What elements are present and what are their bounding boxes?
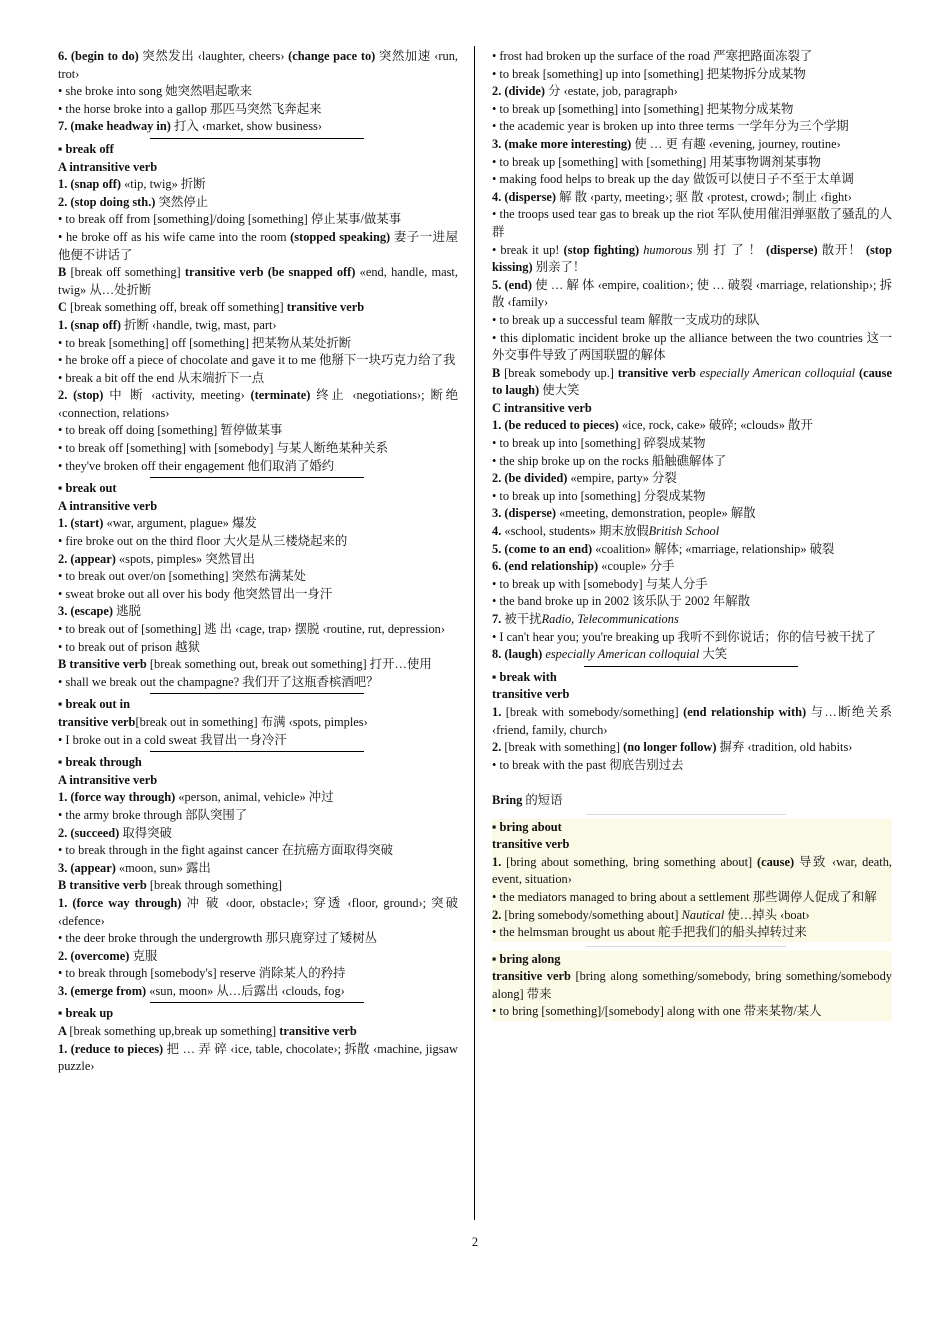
entry-line	[492, 206, 892, 241]
text: • I can't hear you; you're breaking up 我听不到你说话；你的信号被干扰了	[492, 629, 876, 644]
bold-text: (laugh)	[504, 647, 546, 662]
bold-text: Bring	[492, 792, 526, 807]
italic-label: especially American colloquial	[545, 647, 703, 662]
bold-text: B	[58, 265, 71, 280]
bold-text: transitive verb	[279, 1024, 357, 1039]
entry-line	[58, 948, 458, 966]
bold-text: B transitive verb	[58, 878, 150, 893]
text: • to break through [somebody's] reserve 消除某人的矜持	[58, 966, 346, 981]
entry-line	[492, 924, 892, 942]
text: • to break out of prison 越狱	[58, 639, 200, 654]
text: • to break out of [something] 逃 出 ‹cage, trap› 摆脱 ‹routine, rut, depression›	[58, 622, 445, 636]
section-divider	[584, 666, 798, 667]
bold-text: transitive verb	[492, 969, 576, 984]
text: • frost had broken up the surface of the road 严寒把路面冻裂了	[492, 49, 813, 63]
entry-line	[58, 264, 458, 299]
text: [break something up,break up something]	[69, 1024, 280, 1039]
bold-text: transitive verb	[58, 714, 136, 729]
entry-line	[492, 629, 892, 647]
entry-line	[492, 154, 892, 172]
entry-line	[492, 330, 892, 365]
section-divider	[150, 751, 364, 752]
text: «spots, pimples» 突然冒出	[118, 551, 255, 566]
entry-line	[492, 646, 892, 664]
bold-text: (stop kissing)	[492, 242, 893, 275]
bold-text: A intransitive verb	[58, 159, 158, 174]
section-divider	[586, 946, 786, 947]
entry-line	[58, 194, 458, 212]
text: • to break off doing [something] 暂停做某事	[58, 423, 283, 438]
entry-line	[58, 807, 458, 825]
text: • the army broke through 部队突围了	[58, 807, 248, 822]
entry-line	[58, 1023, 458, 1041]
bold-text: 4.	[492, 524, 505, 539]
entry-line	[58, 732, 458, 750]
bold-text: (cause)	[756, 854, 799, 869]
section-divider	[150, 1002, 364, 1003]
entry-line	[58, 586, 458, 604]
entry-line	[492, 558, 892, 576]
bold-text: 2. (succeed)	[58, 825, 123, 840]
bold-text: 2. (appear)	[58, 551, 119, 566]
entry-line	[492, 523, 892, 541]
entry-line	[492, 277, 892, 312]
entry-line	[492, 907, 892, 925]
headword: ▪ bring along	[492, 951, 561, 966]
bold-text: 1. (force way through)	[58, 895, 187, 910]
text: 使 … 更 有趣 ‹evening, journey, routine›	[634, 136, 841, 151]
entry-line	[58, 101, 458, 119]
bold-text: 2. (stop doing sth.)	[58, 194, 159, 209]
text: 终止 ‹negotiations›; 断绝 ‹connection, relations›	[58, 388, 458, 420]
entry-line	[58, 370, 458, 388]
entry-line	[58, 639, 458, 657]
entry-line	[58, 714, 458, 732]
text: • the horse broke into a gallop 那匹马突然飞奔起来	[58, 101, 322, 116]
text: • to break with the past 彻底告别过去	[492, 757, 684, 772]
entry-line	[492, 704, 892, 739]
entry-line	[58, 656, 458, 674]
text: • to break off from [something]/doing [something] 停止某事/做某事	[58, 212, 402, 227]
bold-text: (stopped speaking)	[290, 229, 394, 244]
entry-heading	[58, 480, 458, 498]
bold-text: B	[492, 365, 505, 380]
bold-text: A intransitive verb	[58, 772, 158, 787]
bold-text: B transitive verb	[58, 657, 150, 672]
bold-text: (end relationship with)	[683, 704, 811, 719]
entry-line	[58, 983, 458, 1001]
text: • to break off [something] with [somebody] 与某人断绝某种关系	[58, 441, 389, 456]
bold-text: 1. (force way through)	[58, 790, 179, 805]
headword: ▪ break out in	[58, 697, 130, 712]
text: 逃脱	[116, 604, 141, 619]
headword: ▪ break up	[58, 1006, 114, 1021]
text: • they've broken off their engagement 他们取消了婚约	[58, 458, 335, 473]
entry-line	[58, 515, 458, 533]
bold-text: transitive verb	[492, 837, 570, 852]
entry-line	[58, 118, 458, 136]
entry-heading	[492, 669, 892, 687]
entry-line	[492, 1003, 892, 1021]
entry-line	[492, 739, 892, 757]
text: 突然加速 ‹run, trot›	[58, 49, 459, 81]
bold-text: 1.	[492, 704, 506, 719]
bold-text: 2. (be divided)	[492, 471, 571, 486]
spacer	[492, 774, 892, 792]
text: «sun, moon» 从…后露出 ‹clouds, fog›	[149, 983, 345, 998]
text: «end, handle, mast, twig» 从…处折断	[58, 265, 458, 297]
entry-line	[58, 603, 458, 621]
text: • she broke into song 她突然唱起歌来	[58, 84, 252, 99]
entry-line	[492, 417, 892, 435]
entry-line	[492, 118, 892, 136]
bold-text: 7.	[492, 612, 505, 626]
bold-text: 6. (begin to do)	[58, 49, 143, 63]
text: 中 断 ‹activity, meeting›	[109, 388, 251, 403]
bold-text: transitive verb (be snapped off)	[184, 265, 360, 280]
entry-line	[58, 551, 458, 569]
entry-line	[492, 189, 892, 207]
text: «meeting, demonstration, people» 解散	[559, 506, 756, 521]
text: 别亲了！	[535, 260, 586, 275]
entry-heading	[58, 696, 458, 714]
text: [break something out, break out something] 打开…使用	[149, 657, 432, 672]
text: 被干扰	[504, 612, 542, 626]
text: • the academic year is broken up into three terms 一学年分为三个学期	[492, 119, 849, 134]
entry-line	[58, 440, 458, 458]
entry-heading	[492, 819, 892, 837]
text: [break with something]	[504, 740, 624, 755]
entry-heading	[58, 754, 458, 772]
entry-line	[492, 242, 892, 277]
entry-line	[492, 83, 892, 101]
text: 使…掉头 ‹boat›	[727, 907, 810, 922]
text: [break something off, break off something]	[70, 300, 287, 315]
bold-text: 3. (appear)	[58, 860, 119, 875]
text: • the deer broke through the undergrowth 那只鹿穿过了矮树丛	[58, 931, 377, 946]
text: 克服	[132, 948, 158, 963]
text: 冲 破 ‹door, obstacle›; 穿透 ‹floor, ground›; 突破 ‹defence›	[58, 895, 458, 928]
bold-text: 1. (be reduced to pieces)	[492, 418, 622, 433]
bold-text: A intransitive verb	[58, 498, 158, 513]
entry-line	[492, 593, 892, 611]
section-divider	[586, 814, 786, 815]
text: 散开！	[821, 242, 866, 257]
entry-line	[58, 422, 458, 440]
entry-line	[58, 842, 458, 860]
text: • the helmsman brought us about 舵手把我们的船头掉转过来	[492, 925, 807, 940]
text: 大笑	[702, 647, 728, 662]
bold-text: 8.	[492, 647, 505, 662]
bold-text: 1. (reduce to pieces)	[58, 1041, 167, 1056]
entry-heading	[492, 951, 892, 969]
page-number: 2	[471, 1235, 479, 1249]
entry-line	[58, 789, 458, 807]
text: • to break up with [somebody] 与某人分手	[492, 576, 708, 591]
text: «ice, rock, cake» 破碎; «clouds» 散开	[621, 418, 813, 433]
bold-text: (disperse)	[766, 242, 822, 257]
text: • the troops used tear gas to break up the riot 军队使用催泪弹驱散了骚乱的人群	[492, 207, 892, 239]
entry-line	[492, 792, 892, 810]
text: «moon, sun» 露出	[118, 860, 211, 875]
text: • break a bit off the end 从末端折下一点	[58, 370, 265, 385]
entry-line	[492, 470, 892, 488]
entry-line	[58, 458, 458, 476]
entry-line	[492, 400, 892, 418]
section-divider	[150, 693, 364, 694]
text: «war, argument, plague» 爆发	[106, 516, 257, 531]
bold-text: transitive verb	[286, 300, 365, 315]
entry-line	[492, 453, 892, 471]
text: 与…断绝关系 ‹friend, family, church›	[492, 704, 893, 737]
text: 打入 ‹market, show business›	[174, 119, 322, 134]
entry-line	[58, 211, 458, 229]
bold-text: 1. (start)	[58, 516, 107, 531]
text: «couple» 分手	[601, 559, 675, 574]
text: 把 … 弄 碎 ‹ice, table, chocolate›; 拆散 ‹machine, jigsaw puzzle›	[58, 1041, 459, 1074]
entry-line	[492, 686, 892, 704]
text: [break with somebody/something]	[505, 704, 684, 719]
headword: ▪ break out	[58, 481, 117, 496]
text: [break off something]	[70, 265, 185, 280]
text: 使 … 解 体 ‹empire, coalition›; 使 … 破裂 ‹marriage, relationship›; 拆散 ‹family›	[492, 277, 892, 310]
text: «empire, party» 分裂	[570, 471, 677, 486]
entry-line	[58, 48, 458, 83]
entry-line	[58, 317, 458, 335]
bold-text: 1.	[492, 854, 507, 869]
bold-text: (change pace to)	[288, 49, 379, 63]
entry-line	[58, 83, 458, 101]
column-divider	[474, 46, 475, 1220]
headword: ▪ break through	[58, 755, 142, 770]
text: • to break up into [something] 碎裂成某物	[492, 436, 706, 451]
bold-text: C	[58, 300, 71, 315]
entry-heading	[58, 141, 458, 159]
text: 取得突破	[122, 825, 172, 840]
entry-line	[492, 757, 892, 775]
entry-line	[58, 159, 458, 177]
entry-line	[492, 968, 892, 1003]
text: [bring along something/somebody, bring something/somebody along] 带来	[492, 969, 892, 1001]
text: 的短语	[525, 792, 563, 807]
text: • he broke off a piece of chocolate and gave it to me 他掰下一块巧克力给了我	[58, 353, 456, 368]
text: [bring about something, bring something about]	[506, 854, 757, 869]
bold-text: C intransitive verb	[492, 400, 592, 415]
entry-line	[58, 895, 458, 930]
text: • to break up into [something] 分裂成某物	[492, 488, 706, 503]
entry-line	[58, 387, 458, 422]
text: «school, students» 期末放假	[504, 524, 649, 539]
entry-line	[58, 299, 458, 317]
section-divider	[150, 138, 364, 139]
bold-text: 1. (snap off)	[58, 317, 125, 332]
italic-label: humorous	[643, 242, 697, 257]
text: • sweat broke out all over his body 他突然冒出一身汗	[58, 586, 333, 601]
bold-text: 2. (overcome)	[58, 948, 133, 963]
entry-line	[58, 335, 458, 353]
text: [break out in something] 布满 ‹spots, pimples›	[135, 714, 368, 729]
entry-line	[492, 48, 892, 66]
bold-text: 2. (stop)	[58, 388, 110, 403]
bold-text: (terminate)	[250, 388, 317, 403]
text: • to break [something] up into [something] 把某物拆分成某物	[492, 66, 806, 81]
text: • the ship broke up on the rocks 船触礁解体了	[492, 453, 727, 468]
entry-line	[492, 101, 892, 119]
bold-text: 5. (come to an end)	[492, 541, 596, 556]
bold-text: 5. (end)	[492, 277, 536, 292]
text: • I broke out in a cold sweat 我冒出一身冷汗	[58, 732, 287, 747]
text: 别 打 了 ！	[696, 242, 767, 257]
bold-text: 4. (disperse)	[492, 189, 560, 204]
bold-text: 3. (disperse)	[492, 506, 560, 521]
text: • he broke off as his wife came into the room	[58, 229, 291, 244]
entry-line	[492, 541, 892, 559]
entry-line	[58, 176, 458, 194]
entry-line	[58, 877, 458, 895]
text: «tip, twig» 折断	[124, 177, 206, 192]
entry-line	[58, 1041, 458, 1076]
text: [break somebody up.]	[504, 365, 618, 380]
bold-text: 3. (emerge from)	[58, 983, 150, 998]
entry-line	[58, 930, 458, 948]
text: 解 散 ‹party, meeting›; 驱 散 ‹protest, crowd›; 制止 ‹fight›	[559, 189, 852, 204]
entry-line	[58, 772, 458, 790]
entry-line	[492, 854, 892, 889]
text: • to break up [something] into [something] 把某物分成某物	[492, 101, 794, 116]
text: • the mediators managed to bring about a settlement 那些调停人促成了和解	[492, 889, 877, 904]
entry-heading	[58, 1005, 458, 1023]
entry-line	[58, 860, 458, 878]
entry-line	[492, 435, 892, 453]
text: [bring somebody/something about]	[504, 907, 682, 922]
left-column	[58, 48, 458, 1076]
entry-line	[58, 674, 458, 692]
text: • the band broke up in 2002 该乐队于 2002 年解散	[492, 594, 750, 609]
entry-line	[58, 352, 458, 370]
headword: ▪ bring about	[492, 819, 562, 834]
text: 使大笑	[542, 383, 580, 398]
right-column	[492, 48, 892, 1021]
text: • making food helps to break up the day 做饭可以使日子不至于太单调	[492, 172, 854, 187]
entry-line	[58, 229, 458, 264]
text: 妻子一进屋他便不讲话了	[58, 229, 459, 262]
entry-line	[492, 171, 892, 189]
bold-text: 7. (make headway in)	[58, 119, 174, 134]
entry-line	[492, 889, 892, 907]
italic-label: British School	[648, 524, 720, 539]
headword: ▪ break with	[492, 669, 557, 684]
text: 折断 ‹handle, twig, mast, part›	[124, 317, 277, 332]
entry-line	[492, 488, 892, 506]
headword: ▪ break off	[58, 141, 114, 156]
entry-line	[58, 621, 458, 639]
text: • shall we break out the champagne? 我们开了这瓶香槟酒吧？	[58, 674, 379, 689]
entry-line	[492, 136, 892, 154]
entry-line	[492, 66, 892, 84]
entry-line	[58, 533, 458, 551]
text: • break it up!	[492, 242, 564, 257]
entry-line	[492, 365, 892, 400]
bold-text: (no longer follow)	[623, 740, 720, 755]
italic-label: especially American colloquial	[699, 365, 859, 380]
text: 摒弃 ‹tradition, old habits›	[719, 740, 853, 755]
text: • this diplomatic incident broke up the alliance between the two countries 这一外交事件导致了两国联盟的解体	[492, 330, 892, 363]
text: • to break out over/on [something] 突然布满某处	[58, 569, 306, 584]
entry-line	[58, 965, 458, 983]
text: 突然发出 ‹laughter, cheers›	[142, 49, 289, 63]
text: 导致 ‹war, death, event, situation›	[492, 854, 892, 887]
text: • to bring [something]/[somebody] along with one 带来某物/某人	[492, 1004, 822, 1019]
text: 突然停止	[158, 194, 209, 209]
entry-line	[492, 836, 892, 854]
bold-text: 1. (snap off)	[58, 177, 125, 192]
text: «coalition» 解体; «marriage, relationship» 破裂	[595, 541, 835, 556]
bold-text: A	[58, 1024, 70, 1039]
text: • fire broke out on the third floor 大火是从三楼烧起来的	[58, 534, 348, 549]
bold-text: (stop fighting)	[563, 242, 644, 257]
section-divider	[150, 477, 364, 478]
italic-label: Radio, Telecommunications	[541, 612, 679, 626]
text: 分 ‹estate, job, paragraph›	[548, 84, 678, 99]
entry-line	[58, 825, 458, 843]
entry-line	[58, 498, 458, 516]
italic-label: Nautical	[681, 907, 728, 922]
text: • to break through in the fight against cancer 在抗癌方面取得突破	[58, 843, 394, 858]
entry-line	[58, 568, 458, 586]
bold-text: transitive verb	[492, 687, 570, 702]
text: • to break [something] off [something] 把某物从某处折断	[58, 335, 352, 350]
entry-line	[492, 576, 892, 594]
bold-text: 2. (divide)	[492, 84, 549, 99]
bold-text: 3. (escape)	[58, 604, 117, 619]
text: [break through something]	[149, 878, 283, 893]
bold-text: 6. (end relationship)	[492, 559, 602, 574]
text: «person, animal, vehicle» 冲过	[178, 790, 334, 805]
bold-text: 3. (make more interesting)	[492, 136, 635, 151]
bold-text: (cause to laugh)	[492, 365, 892, 398]
text: • to break up [something] with [something] 用某事物调剂某事物	[492, 154, 821, 169]
bold-text: 2.	[492, 907, 505, 922]
entry-line	[492, 312, 892, 330]
text: • to break up a successful team 解散一支成功的球队	[492, 312, 760, 327]
entry-line	[492, 611, 892, 629]
entry-line	[492, 505, 892, 523]
bold-text: 2.	[492, 740, 505, 755]
bold-text: transitive verb	[617, 365, 700, 380]
